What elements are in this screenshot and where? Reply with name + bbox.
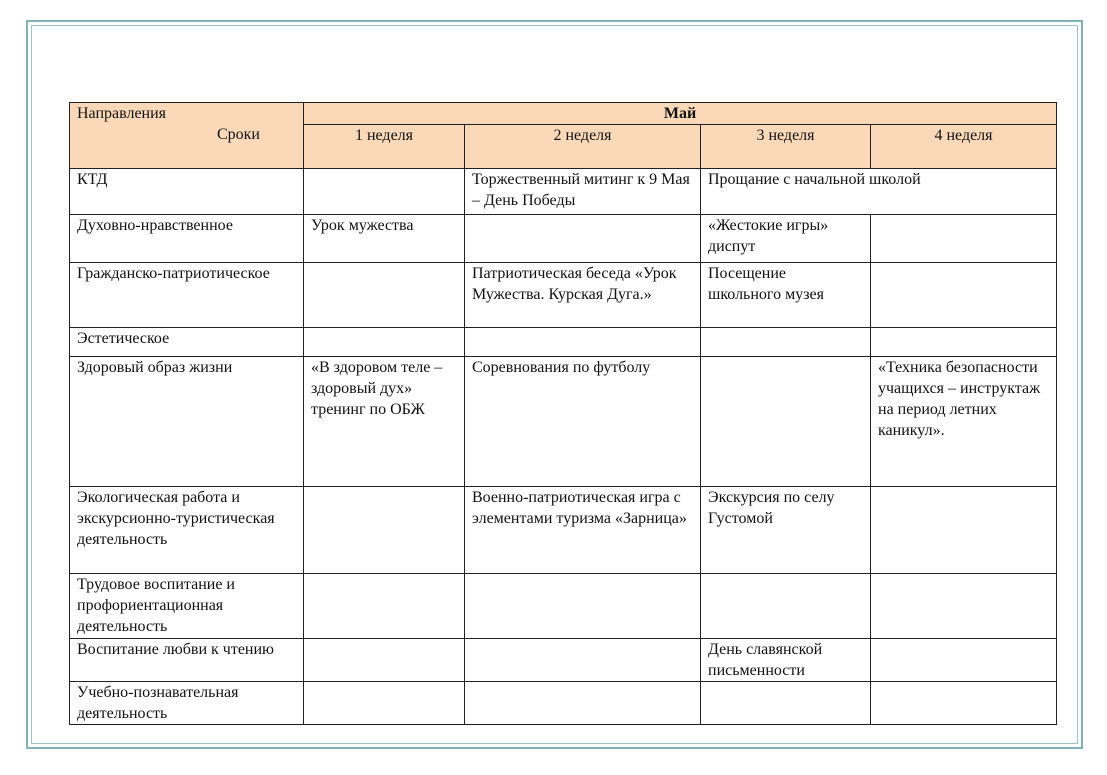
week-3-cell bbox=[701, 357, 871, 487]
direction-cell: Эстетическое bbox=[70, 328, 304, 357]
week-1-cell bbox=[304, 574, 465, 639]
week-3-cell bbox=[701, 574, 871, 639]
table-row bbox=[70, 328, 1057, 357]
week-1-cell: Урок мужества bbox=[304, 215, 465, 263]
week-3-cell: День славянской письменности bbox=[701, 639, 871, 682]
direction-cell: Трудовое воспитание и профориентационная деятельность bbox=[70, 574, 304, 639]
header-month: Май bbox=[304, 103, 1057, 125]
direction-cell: Учебно-познавательная деятельность bbox=[70, 682, 304, 725]
week-2-cell bbox=[465, 639, 701, 682]
table-row bbox=[70, 357, 1057, 487]
week-1-cell: «В здоровом теле – здоровый дух» тренинг по ОБЖ bbox=[304, 357, 465, 487]
table-row bbox=[70, 639, 1057, 682]
week-1-cell bbox=[304, 639, 465, 682]
week-4-cell bbox=[871, 328, 1057, 357]
header-row-month bbox=[70, 103, 1057, 125]
week-3-cell: «Жестокие игры» диспут bbox=[701, 215, 871, 263]
week-3-cell bbox=[701, 682, 871, 725]
header-week-2: 2 неделя bbox=[465, 125, 701, 169]
week-4-cell bbox=[871, 215, 1057, 263]
week-4-cell bbox=[871, 574, 1057, 639]
table-row bbox=[70, 215, 1057, 263]
header-week-4: 4 неделя bbox=[871, 125, 1057, 169]
week-2-cell bbox=[465, 215, 701, 263]
table-row bbox=[70, 169, 1057, 215]
header-week-1: 1 неделя bbox=[304, 125, 465, 169]
table-row bbox=[70, 574, 1057, 639]
direction-cell: Гражданско-патриотическое bbox=[70, 263, 304, 328]
week-4-cell bbox=[871, 487, 1057, 574]
direction-cell: Духовно-нравственное bbox=[70, 215, 304, 263]
week-1-cell bbox=[304, 682, 465, 725]
week-3-4-cell: Прощание с начальной школой bbox=[701, 169, 1057, 215]
direction-cell: КТД bbox=[70, 169, 304, 215]
week-1-cell bbox=[304, 487, 465, 574]
week-2-cell: Торжественный митинг к 9 Мая – День Победы bbox=[465, 169, 701, 215]
week-1-cell bbox=[304, 328, 465, 357]
week-2-cell bbox=[465, 574, 701, 639]
header-directions-cell bbox=[70, 103, 304, 169]
week-3-cell bbox=[701, 328, 871, 357]
week-2-cell: Военно-патриотическая игра с элементами туризма «Зарница» bbox=[465, 487, 701, 574]
week-2-cell: Патриотическая беседа «Урок Мужества. Курская Дуга.» bbox=[465, 263, 701, 328]
week-4-cell bbox=[871, 263, 1057, 328]
week-3-cell: Экскурсия по селу Густомой bbox=[701, 487, 871, 574]
direction-cell: Экологическая работа и экскурсионно-туристическая деятельность bbox=[70, 487, 304, 574]
header-directions-label: Направления bbox=[77, 105, 167, 122]
week-4-cell bbox=[871, 639, 1057, 682]
week-2-cell bbox=[465, 328, 701, 357]
week-4-cell bbox=[871, 682, 1057, 725]
plan-table bbox=[69, 102, 1057, 725]
table-row bbox=[70, 682, 1057, 725]
table-row bbox=[70, 487, 1057, 574]
header-week-3: 3 неделя bbox=[701, 125, 871, 169]
direction-cell: Здоровый образ жизни bbox=[70, 357, 304, 487]
week-2-cell bbox=[465, 682, 701, 725]
table-row bbox=[70, 263, 1057, 328]
week-2-cell: Соревнования по футболу bbox=[465, 357, 701, 487]
week-1-cell bbox=[304, 169, 465, 215]
week-1-cell bbox=[304, 263, 465, 328]
direction-cell: Воспитание любви к чтению bbox=[70, 639, 304, 682]
header-terms-label: Сроки bbox=[216, 126, 260, 143]
week-3-cell: Посещение школьного музея bbox=[701, 263, 871, 328]
week-4-cell: «Техника безопасности учащихся – инструктаж на период летних каникул». bbox=[871, 357, 1057, 487]
